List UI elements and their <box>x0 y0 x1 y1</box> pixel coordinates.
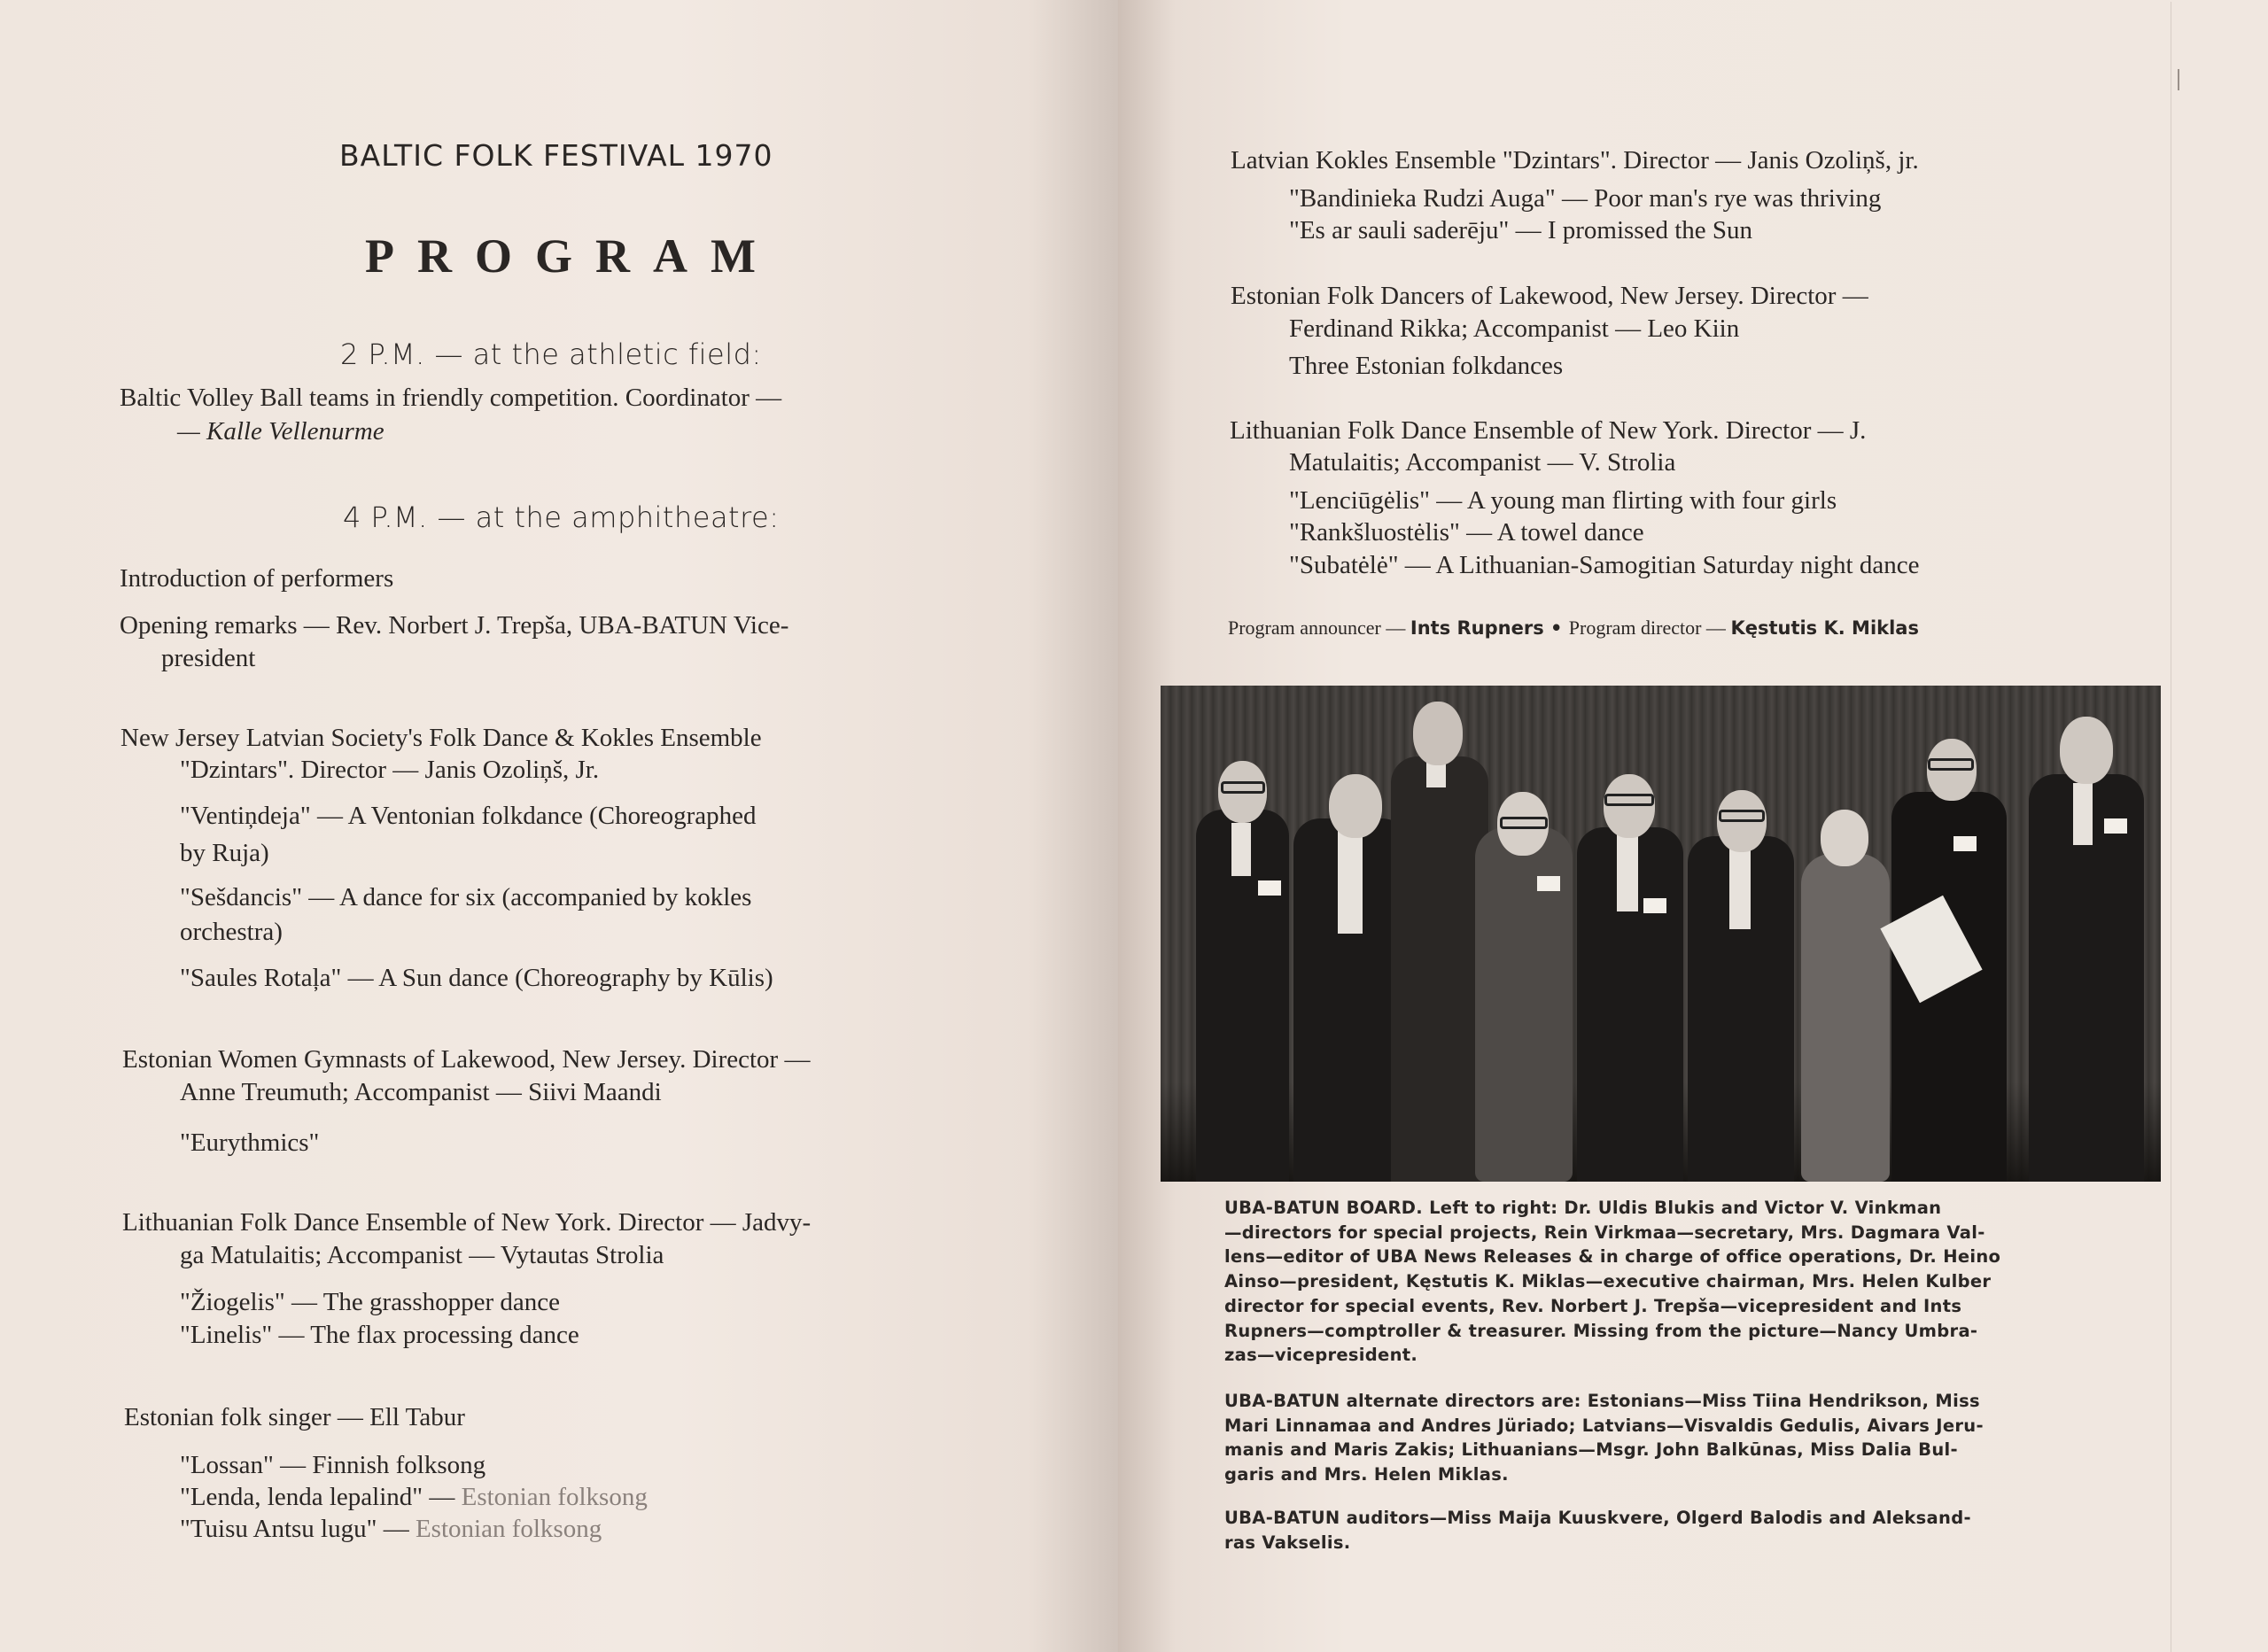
board-caption-line: —directors for special projects, Rein Virkmaa—secretary, Mrs. Dagmara Val- <box>1224 1222 1985 1243</box>
lithuanian-item-2: "Rankšluostėlis" — A towel dance <box>1289 518 1644 547</box>
estonian-dancers-line-1: Estonian Folk Dancers of Lakewood, New Jersey. Director — <box>1231 282 1868 310</box>
lithuanian-line-2: ga Matulaitis; Accompanist — Vytautas Strolia <box>180 1241 664 1269</box>
alternates-caption-line: Mari Linnamaa and Andres Jüriado; Latvians—Visvaldis Gedulis, Aivars Jeru- <box>1224 1415 1984 1436</box>
introduction-line: Introduction of performers <box>120 564 394 593</box>
estonian-dancers-item: Three Estonian folkdances <box>1289 352 1564 380</box>
alternates-caption <box>1224 1389 1984 1487</box>
festival-title: BALTIC FOLK FESTIVAL 1970 <box>339 138 773 173</box>
folk-singer-line: Estonian folk singer — Ell Tabur <box>124 1403 465 1431</box>
nj-item-1-line-2: by Ruja) <box>180 839 269 867</box>
board-photo <box>1161 686 2161 1182</box>
alternates-caption-line: UBA-BATUN alternate directors are: Estonians—Miss Tiina Hendrikson, Miss <box>1224 1391 1980 1411</box>
estonian-dancers-line-2: Ferdinand Rikka; Accompanist — Leo Kiin <box>1289 314 1740 343</box>
singer-item-3: "Tuisu Antsu lugu" — Estonian folksong <box>180 1515 602 1543</box>
auditors-caption-line: ras Vakselis. <box>1224 1532 1351 1553</box>
board-caption-line: zas—vicepresident. <box>1224 1345 1418 1366</box>
lithuanian-item-1: "Lenciūgėlis" — A young man flirting with four girls <box>1289 486 1837 515</box>
session-1-heading: 2 P.M. — at the athletic field: <box>340 337 762 371</box>
volleyball-line-1: Baltic Volley Ball teams in friendly competition. Coordinator — <box>120 384 782 412</box>
board-caption-line: Ainso—president, Kęstutis K. Miklas—executive chairman, Mrs. Helen Kulber <box>1224 1271 1992 1292</box>
photo-person <box>1683 739 1798 1182</box>
session-2-heading: 4 P.M. — at the amphitheatre: <box>343 500 780 534</box>
program-credits: Program announcer — Ints Rupners • Program director — Kęstutis K. Miklas <box>1228 617 1919 639</box>
singer-item-1: "Lossan" — Finnish folksong <box>180 1451 486 1479</box>
nj-item-3: "Saules Rotaļa" — A Sun dance (Choreography by Kūlis) <box>180 964 773 992</box>
lithuanian-item-3: "Subatėlė" — A Lithuanian-Samogitian Saturday night dance <box>1289 551 1920 579</box>
alternates-caption-line: manis and Maris Zakis; Lithuanians—Msgr. John Balkūnas, Miss Dalia Bul- <box>1224 1439 1958 1461</box>
lithuanian-item-2: "Linelis" — The flax processing dance <box>180 1321 579 1349</box>
opening-remarks-line-1: Opening remarks — Rev. Norbert J. Trepša, UBA-BATUN Vice- <box>120 611 789 640</box>
board-caption-line: director for special events, Rev. Norbert J. Trepša—vicepresident and Ints <box>1224 1295 1962 1316</box>
board-caption <box>1224 1196 2000 1368</box>
nj-ensemble-line-1: New Jersey Latvian Society's Folk Dance & Kokles Ensemble <box>120 724 762 752</box>
nj-item-2-line-2: orchestra) <box>180 918 283 946</box>
opening-remarks-line-2: president <box>161 644 256 672</box>
volleyball-line-2: — Kalle Vellenurme <box>177 417 384 446</box>
kokles-item-1: "Bandinieka Rudzi Auga" — Poor man's rye was thriving <box>1289 184 1882 213</box>
board-caption-line: Rupners—comptroller & treasurer. Missing from the picture—Nancy Umbra- <box>1224 1320 1978 1341</box>
singer-item-2: "Lenda, lenda lepalind" — Estonian folksong <box>180 1483 648 1511</box>
photo-person <box>1466 739 1581 1182</box>
photo-person <box>1887 721 2011 1182</box>
program-heading: PROGRAM <box>365 229 779 283</box>
gymnasts-line-1: Estonian Women Gymnasts of Lakewood, New Jersey. Director — <box>122 1045 811 1074</box>
kokles-ensemble-line: Latvian Kokles Ensemble "Dzintars". Director — Janis Ozoliņš, jr. <box>1231 146 1919 175</box>
photo-person <box>1187 739 1293 1182</box>
auditors-caption <box>1224 1506 1971 1555</box>
board-caption-line: UBA-BATUN BOARD. Left to right: Dr. Uldis Blukis and Victor V. Vinkman <box>1224 1198 1942 1218</box>
page-edge-mark <box>2178 69 2179 90</box>
lithuanian-ensemble-line-2: Matulaitis; Accompanist — V. Strolia <box>1289 448 1676 477</box>
auditors-caption-line: UBA-BATUN auditors—Miss Maija Kuuskvere, Olgerd Balodis and Aleksand- <box>1224 1508 1971 1528</box>
lithuanian-item-1: "Žiogelis" — The grasshopper dance <box>180 1288 561 1316</box>
lithuanian-ensemble-line-1: Lithuanian Folk Dance Ensemble of New York. Director — J. <box>1230 416 1867 445</box>
photo-person <box>2024 703 2148 1182</box>
lithuanian-line-1: Lithuanian Folk Dance Ensemble of New York. Director — Jadvy- <box>122 1208 812 1237</box>
nj-item-1-line-1: "Ventiņdeja" — A Ventonian folkdance (Choreographed <box>180 802 757 830</box>
photo-person <box>1573 739 1688 1182</box>
nj-ensemble-line-2: "Dzintars". Director — Janis Ozoliņš, Jr. <box>180 756 600 784</box>
left-page <box>0 0 1118 1652</box>
board-caption-line: lens—editor of UBA News Releases & in charge of office operations, Dr. Heino <box>1224 1246 2001 1268</box>
gymnasts-line-2: Anne Treumuth; Accompanist — Siivi Maandi <box>180 1078 662 1106</box>
alternates-caption-line: garis and Mrs. Helen Miklas. <box>1224 1464 1509 1485</box>
kokles-item-2: "Es ar sauli saderēju" — I promissed the Sun <box>1289 216 1753 244</box>
nj-item-2-line-1: "Sešdancis" — A dance for six (accompanied by kokles <box>180 883 752 911</box>
gymnasts-item: "Eurythmics" <box>180 1128 320 1157</box>
photo-person <box>1794 739 1896 1182</box>
